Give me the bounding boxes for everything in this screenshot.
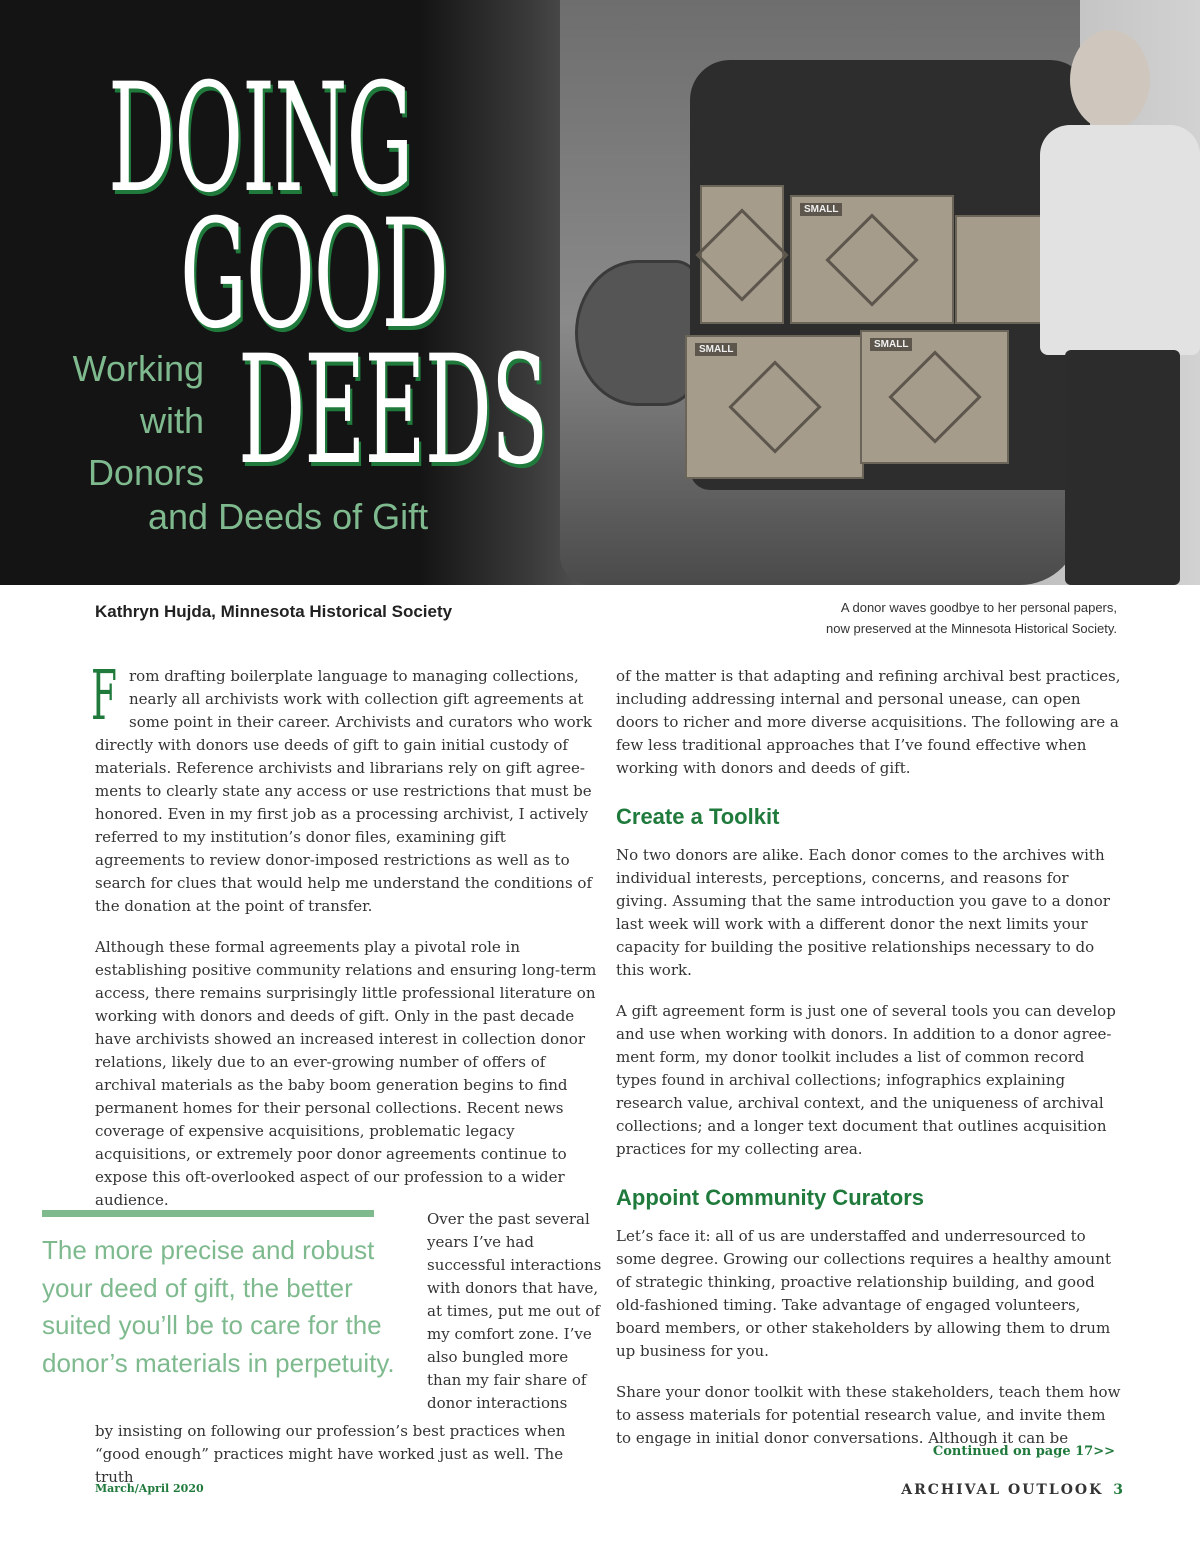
title-line-3: DEEDS: [238, 324, 548, 498]
paragraph: No two donors are alike. Each donor comes to the archives with individual interests, perceptions, concerns, and reasons for giving. Assuming that the same introduction you gave to a donor last week will work with a different donor the next limits your capacity for building the positive relationships necessary to do this work.: [616, 846, 1110, 979]
donor-figure: [1030, 30, 1200, 585]
section-heading: Appoint Community Curators: [616, 1185, 924, 1210]
box-shape: [860, 330, 1009, 464]
byline: Kathryn Hujda, Minnesota Historical Society: [95, 602, 453, 621]
paragraph: Share your donor toolkit with these stakeholders, teach them how to assess materials for potential research value, and invite them to engage in initial donor conversations. Although it can be: [616, 1383, 1121, 1447]
box-label: SMALL: [695, 343, 737, 356]
subtitle-line-3: Donors: [87, 452, 204, 493]
box-label: SMALL: [800, 203, 842, 216]
wrapped-text-continuation: [95, 1420, 600, 1489]
publication-name: ARCHIVAL OUTLOOK: [901, 1482, 1104, 1498]
box-shape: [700, 185, 784, 324]
subtitle-line-2: with: [139, 400, 204, 441]
drop-cap: F: [91, 657, 117, 736]
section-heading: Create a Toolkit: [616, 804, 780, 829]
box-label: SMALL: [870, 338, 912, 351]
hero-banner: [0, 0, 1200, 585]
publication-footer: [901, 1482, 1123, 1498]
page-number: 3: [1113, 1482, 1123, 1498]
photo-caption: [826, 597, 1117, 639]
paragraph: [91, 657, 600, 918]
pullquote: The more precise and robust your deed of gift, the better suited you’ll be to care for the donor’s materials in perpetuity.: [42, 1235, 395, 1378]
paragraph: A gift agreement form is just one of several tools you can develop and use when working with donors. In addition to a donor agreement form, my donor toolkit includes a list of common record types found in archival collections; infographics explaining research value, archival context, and the uniqueness of archival collections; and a longer text document that outlines acquisition practices for my collecting area.: [616, 1002, 1116, 1158]
column-right: [616, 665, 1121, 1450]
subtitle-line-1: Working: [72, 348, 204, 389]
paragraph: of the matter is that adapting and refining archival best practices, including addressing internal and personal unease, can open doors to richer and more diverse acquisitions. The following are a few less traditional approaches that I’ve found effective when working with donors and deeds of gift.: [616, 667, 1121, 777]
title-line-2: GOOD: [180, 188, 448, 362]
box-shape: [790, 195, 954, 324]
paragraph: Although these formal agreements play a pivotal role in establishing positive community relations and ensuring long-term access, there remains surprisingly little professional literature on working with donors and deeds of gift. Only in the past decade have archivists showed an increased interest in collection donor relations, likely due to an ever-growing number of offers of archival materials as the baby boom generation begins to find permanent homes for their personal collections. Recent news coverage of expensive acquisitions, problematic legacy acquisitions, or extremely poor donor agreements continue to expose this oft-overlooked aspect of our profession to a wider audience.: [95, 938, 597, 1209]
continued-link[interactable]: Continued on page 17>>: [932, 1444, 1115, 1459]
caption-line: now preserved at the Minnesota Historical Society.: [826, 621, 1117, 636]
issue-date: March/April 2020: [95, 1482, 204, 1495]
paragraph: by insisting on following our profession’s best practices when “good enough” practices might have worked just as well. The truth: [95, 1422, 566, 1486]
paragraph: Over the past several years I’ve had successful interactions with donors that have, at times, put me out of my comfort zone. I’ve also bungled more than my fair share of donor interactions: [427, 1210, 602, 1412]
paragraph-text: rom drafting boilerplate language to managing collections, nearly all archivists work with collection gift agreements at some point in their career. Archivists and curators who work directly with donors use deeds of gift to gain initial custody of materials. Reference archivists and librarians rely on gift agreements to clearly state any access or use restrictions that must be honored. Even in my first job as a processing archivist, I actively referred to my institution’s donor files, examining gift agreements to review donor-imposed restrictions as well as to search for clues that would help me understand the conditions of the donation at the point of transfer.: [95, 667, 592, 915]
wrapped-text: [427, 1208, 602, 1415]
paragraph: Let’s face it: all of us are understaffed and underresourced to some degree. Growing our collections requires a healthy amount of strategic thinking, proactive relationship building, and good old-fashioned timing. Take advantage of engaged volunteers, board members, or other stakeholders by allowing them to drum up business for you.: [616, 1227, 1111, 1360]
pullquote-rule: [42, 1210, 374, 1217]
box-shape: [685, 335, 864, 479]
taillight-shape: [575, 260, 701, 406]
title-line-1: DOING: [108, 52, 413, 226]
caption-line: A donor waves goodbye to her personal papers,: [840, 600, 1117, 615]
column-left: [91, 657, 600, 1212]
subtitle-line-4: and Deeds of Gift: [148, 496, 429, 537]
